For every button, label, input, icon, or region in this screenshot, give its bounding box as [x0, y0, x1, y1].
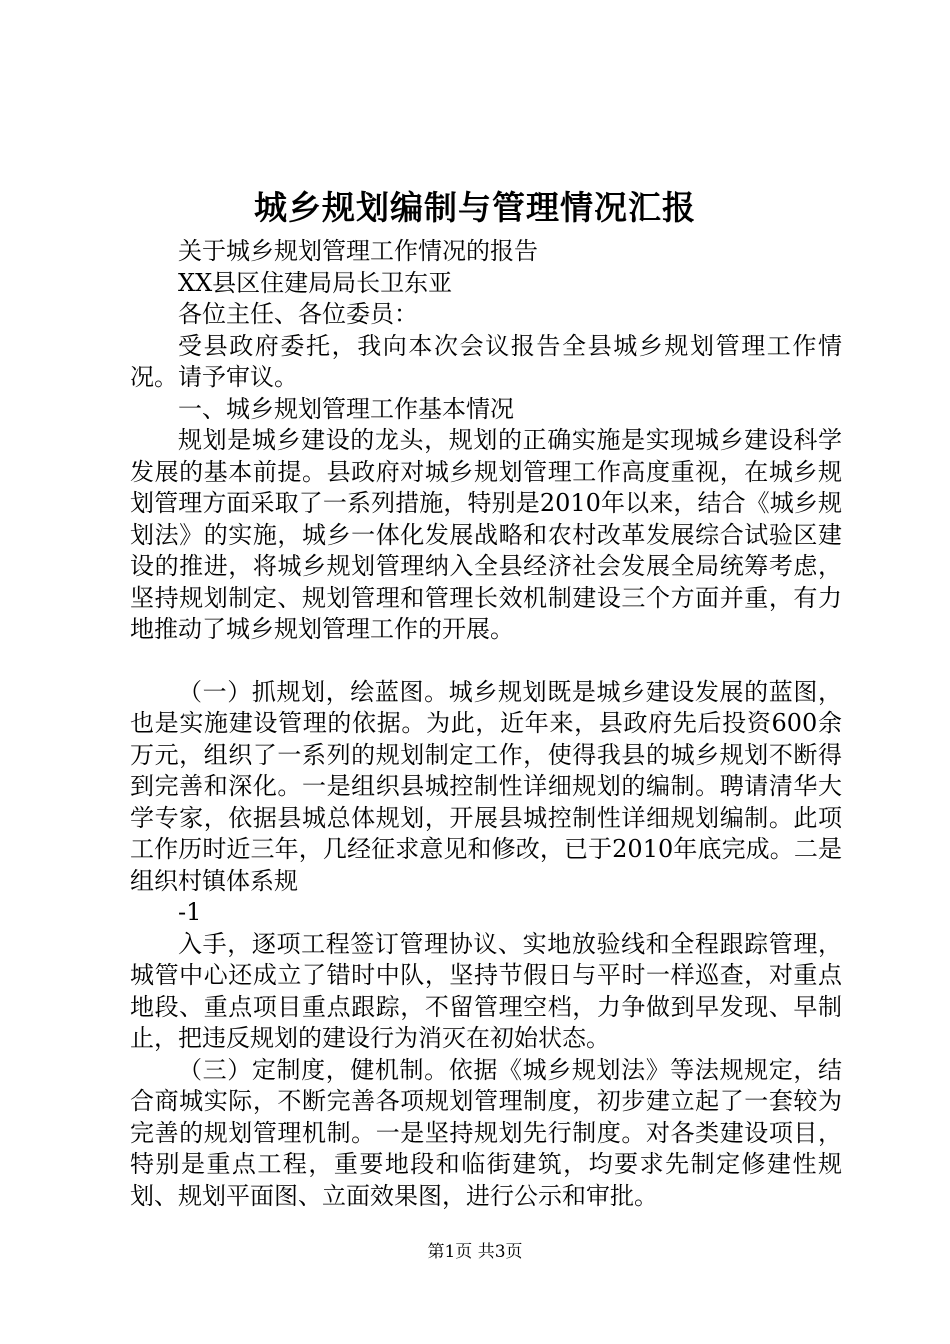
paragraph-gap: [130, 646, 842, 677]
document-title: 城乡规划编制与管理情况汇报: [254, 188, 696, 227]
section-heading-1: 一、城乡规划管理工作基本情况: [178, 394, 514, 423]
report-subtitle: 关于城乡规划管理工作情况的报告: [178, 237, 538, 265]
page-footer: 第1页 共3页: [427, 1242, 523, 1262]
paragraph-intro: 受县政府委托，我向本次会议报告全县城乡规划管理工作情况。请予审议。: [130, 331, 842, 391]
salutation: 各位主任、各位委员：: [178, 300, 418, 328]
paragraph-overview: 规划是城乡建设的龙头，规划的正确实施是实现城乡建设科学发展的基本前提。县政府对城乡规划管理工作高度重视，在城乡规划管理方面采取了一系列措施，特别是2010年以来，结合《城乡规划法》的实施，城乡一体化发展战略和农村改革发展综合试验区建设的推进，将城乡规划管理纳入全县经济社会发展全局统筹考虑，坚持规划制定、规划管理和管理长效机制建设三个方面并重，有力地推动了城乡规划管理工作的开展。: [130, 426, 842, 643]
paragraph-planning: （一）抓规划，绘蓝图。城乡规划既是城乡建设发展的蓝图，也是实施建设管理的依据。为此，近年来，县政府先后投资600余万元，组织了一系列的规划制定工作，使得我县的城乡规划不断得到完善和深化。一是组织县城控制性详细规划的编制。聘请清华大学专家，依据县城总体规划，开展县城控制性详细规划编制。此项工作历时近三年，几经征求意见和修改，已于2010年底完成。二是组织村镇体系规: [130, 677, 842, 895]
page-marker: -1: [178, 898, 202, 926]
paragraph-management: 入手，逐项工程签订管理协议、实地放验线和全程跟踪管理，城管中心还成立了错时中队，坚持节假日与平时一样巡查，对重点地段、重点项目重点跟踪，不留管理空档，力争做到早发现、早制止，把违反规划的建设行为消灭在初始状态。: [130, 929, 842, 1052]
document-body: [130, 236, 842, 1212]
report-author: XX县区住建局局长卫东亚: [178, 268, 453, 297]
paragraph-system: （三）定制度，健机制。依据《城乡规划法》等法规规定，结合商城实际，不断完善各项规划管理制度，初步建立起了一套较为完善的规划管理机制。一是坚持规划先行制度。对各类建设项目，特别是重点工程，重要地段和临街建筑，均要求先制定修建性规划、规划平面图、立面效果图，进行公示和审批。: [130, 1055, 842, 1210]
